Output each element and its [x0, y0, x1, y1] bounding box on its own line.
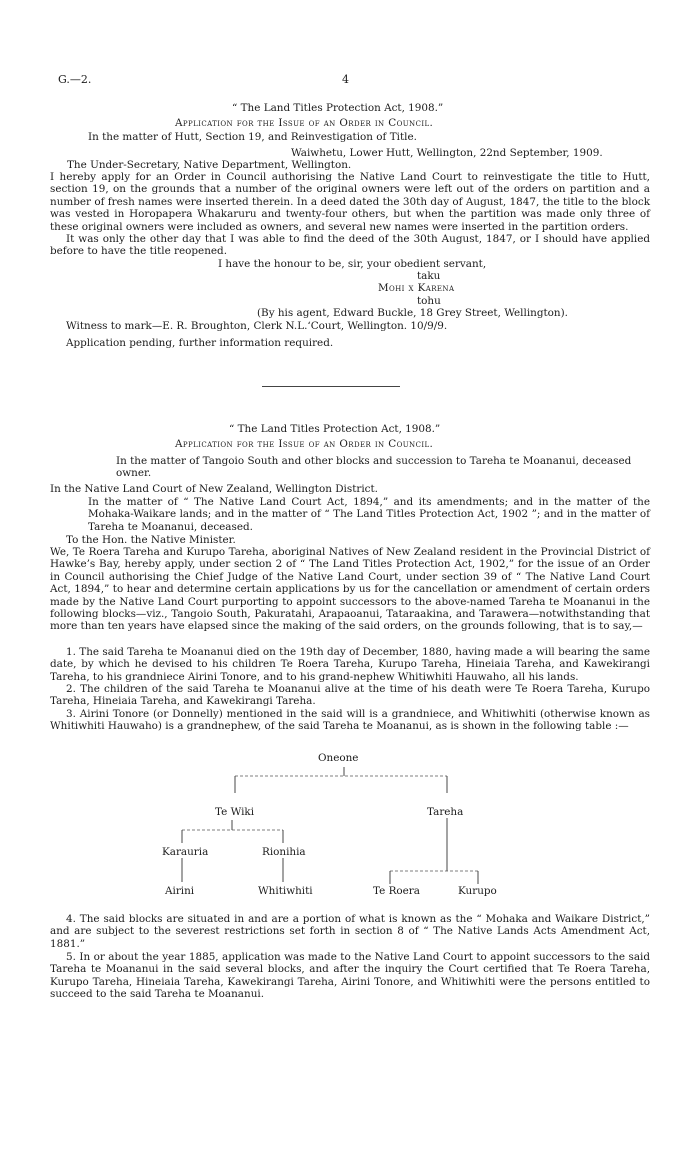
item-3: 3. Airini Tonore (or Donnelly) mentioned in the said will is a grandniece, and Whitiwhiti (otherwise known as Whitiwhiti Hauwaho) is a grandnephew, of the said Tareha te Moananui, as is shown in the following table :—	[50, 708, 650, 733]
matter-line-2: In the matter of Tangoio South and other blocks and succession to Tareha te Moananui, deceased owner.	[116, 455, 632, 480]
application-heading-1: Application for the Issue of an Order in Council.	[175, 117, 434, 129]
status-line: Application pending, further information required.	[66, 337, 334, 349]
agent-line: (By his agent, Edward Buckle, 18 Grey Street, Wellington).	[257, 307, 568, 319]
signature-name: Mohi x Karena	[378, 282, 455, 294]
to-line: To the Hon. the Native Minister.	[66, 534, 236, 546]
item-1: 1. The said Tareha te Moananui died on the 19th day of December, 1880, having made a will bearing the same date, by which he devised to his children Te Roera Tareha, Kurupo Tareha, Hineiaia Tareha, and Kawekirangi Tareha, to his grandniece Airini Tonore, and to his grand-nephew Whitiwhiti Hauwaho, all his lands.	[50, 646, 650, 683]
court-line: In the Native Land Court of New Zealand, Wellington District.	[50, 483, 378, 495]
act-title-1: “ The Land Titles Protection Act, 1908.”	[232, 102, 444, 114]
genealogy-right-child-1: Te Roera	[373, 885, 420, 897]
page-number: 4	[342, 73, 349, 86]
body-paragraph-2: It was only the other day that I was able to find the deed of the 30th August, 1847, or I should have applied before to have the title reopened.	[50, 233, 650, 258]
genealogy-right-parent: Tareha	[427, 806, 464, 818]
genealogy-root: Oneone	[318, 752, 359, 764]
witness-line: Witness to mark—E. R. Broughton, Clerk N.L.‘Court, Wellington. 10/9/9.	[66, 320, 448, 332]
place-date: Waiwhetu, Lower Hutt, Wellington, 22nd September, 1909.	[291, 147, 603, 159]
genealogy-right-child-2: Kurupo	[458, 885, 497, 897]
genealogy-left-child-1: Karauria	[162, 846, 209, 858]
matter-line-3: In the matter of “ The Native Land Court Act, 1894,” and its amendments; and in the matter of the Mohaka-Waikare lands; and in the matter of “ The Land Titles Protection Act, 1902 ”; and in the matter of Tareha te Moananui, deceased.	[88, 496, 650, 533]
genealogy-left-child-2: Rionihia	[262, 846, 306, 858]
addressee: The Under-Secretary, Native Department, Wellington.	[67, 159, 352, 171]
section-divider	[262, 386, 400, 387]
signature-taku: taku	[417, 270, 441, 282]
signature-tohu: tohu	[417, 295, 441, 307]
act-title-2: “ The Land Titles Protection Act, 1908.”	[229, 423, 441, 435]
body-paragraph-1: I hereby apply for an Order in Council authorising the Native Land Court to reinvestigate the title to Hutt, section 19, on the grounds that a number of the original owners were left out of the orders on partition and a number of fresh names were inserted therein. In a deed dated the 30th day of August, 1847, the title to the block was vested in Horopapera Whakaruru and twenty-four others, but when the partition was made only three of these original owners were included as owners, and several new names were inserted in the partition orders.	[50, 171, 650, 233]
matter-line-1: In the matter of Hutt, Section 19, and Reinvestigation of Title.	[88, 131, 417, 143]
closing-line: I have the honour to be, sir, your obedient servant,	[218, 258, 487, 270]
item-5: 5. In or about the year 1885, application was made to the Native Land Court to appoint successors to the said Tareha te Moananui in the said several blocks, and after the inquiry the Court certified that Te Roera Tareha, Kurupo Tareha, Hineiaia Tareha, Kawekirangi Tareha, Airini Tonore, and Whitiwhiti were the persons entitled to succeed to the said Tareha te Moananui.	[50, 951, 650, 1001]
genealogy-left-grandchild-1: Airini	[165, 885, 195, 897]
genealogy-left-parent: Te Wiki	[215, 806, 255, 818]
application-heading-2: Application for the Issue of an Order in Council.	[175, 438, 434, 450]
document-reference: G.—2.	[58, 73, 92, 86]
item-4: 4. The said blocks are situated in and are a portion of what is known as the “ Mohaka and Waikare District,” and are subject to the severest restrictions set forth in section 8 of “ The Native Lands Acts Amendment Act, 1881.”	[50, 913, 650, 950]
petition-intro: We, Te Roera Tareha and Kurupo Tareha, aboriginal Natives of New Zealand resident in the Provincial District of Hawke’s Bay, hereby apply, under section 2 of “ The Land Titles Protection Act, 1902,” for the issue of an Order in Council authorising the Chief Judge of the Native Land Court, under section 39 of “ The Native Land Court Act, 1894,” to hear and determine certain applications by us for the cancellation or amendment of certain orders made by the Native Land Court purporting to appoint successors to the above-named Tareha te Moananui in the following blocks—viz., Tangoio South, Pakuratahi, Arapaoanui, Tataraakina, and Tarawera—notwithstanding that more than ten years have elapsed since the making of the said orders, on the grounds following, that is to say,—	[50, 546, 650, 633]
item-2: 2. The children of the said Tareha te Moananui alive at the time of his death were Te Roera Tareha, Kurupo Tareha, Hineiaia Tareha, and Kawekirangi Tareha.	[50, 683, 650, 708]
genealogy-left-grandchild-2: Whitiwhiti	[258, 885, 313, 897]
